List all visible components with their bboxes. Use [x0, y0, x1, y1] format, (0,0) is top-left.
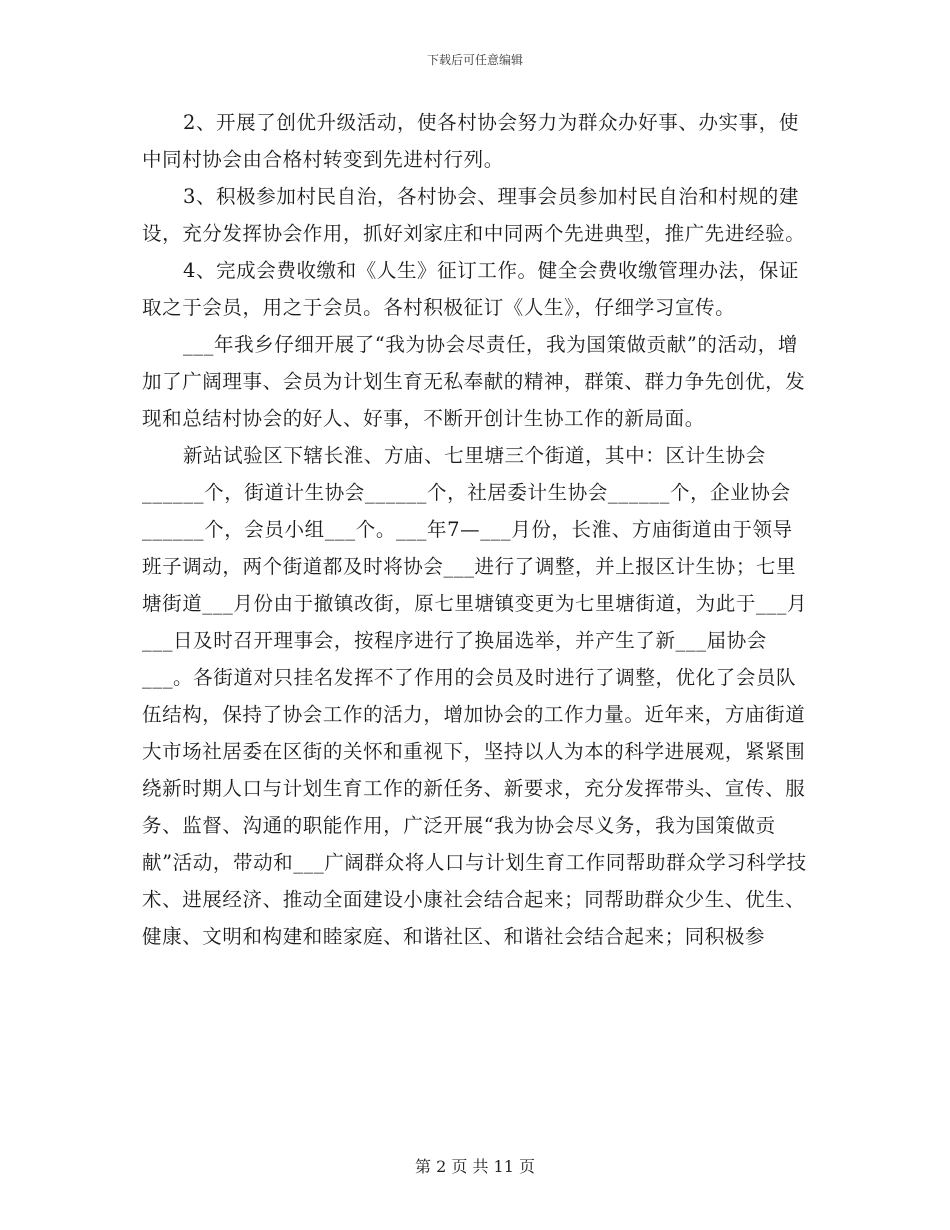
paragraph-activity: ___年我乡仔细开展了“我为协会尽责任，我为国策做贡献”的活动，增加了广阔理事、会员为计划生育无私奉献的精神，群策、群力争先创优，发现和总结村协会的好人、好事，不断开创计生协工作的新局面。: [142, 333, 806, 430]
paragraph-item-3: 3、积极参加村民自治，各村协会、理事会员参加村民自治和村规的建设，充分发挥协会作用，抓好刘家庄和中同两个先进典型，推广先进经验。: [142, 185, 806, 245]
paragraph-xinzhan: 新站试验区下辖长淮、方庙、七里塘三个街道，其中：区计生协会______个，街道计生协会______个，社居委计生协会______个，企业协会______个，会员小组___个。___年7—___月份，长淮、方庙街道由于领导班子调动，两个街道都及时将协会___进行了调整，并上报区计生协；七里塘街道___月份由于撤镇改街，原七里塘镇变更为七里塘街道，为此于___月___日及时召开理事会，按程序进行了换届选举，并产生了新___届协会___。各街道对只挂名发挥不了作用的会员及时进行了调整，优化了会员队伍结构，保持了协会工作的活力，增加协会的工作力量。近年来，方庙街道大市场社居委在区街的关怀和重视下，坚持以人为本的科学进展观，紧紧围绕新时期人口与计划生育工作的新任务、新要求，充分发挥带头、宣传、服务、监督、沟通的职能作用，广泛开展“我为协会尽义务，我为国策做贡献”活动，带动和___广阔群众将人口与计划生育工作同帮助群众学习科学技术、进展经济、推动全面建设小康社会结合起来；同帮助群众少生、优生、健康、文明和构建和睦家庭、和谐社区、和谐社会结合起来；同积极参: [142, 444, 808, 948]
paragraph-item-4: 4、完成会费收缴和《人生》征订工作。健全会费收缴管理办法，保证取之于会员，用之于会员。各村积极征订《人生》，仔细学习宣传。: [142, 259, 799, 319]
page-number: 第 2 页 共 11 页: [415, 1157, 535, 1176]
paragraph-item-2: 2、开展了创优升级活动，使各村协会努力为群众办好事、办实事，使中同村协会由合格村转变到先进村行列。: [142, 111, 799, 171]
page-header-note: 下载后可任意编辑: [426, 53, 523, 67]
document-body: [142, 104, 808, 955]
